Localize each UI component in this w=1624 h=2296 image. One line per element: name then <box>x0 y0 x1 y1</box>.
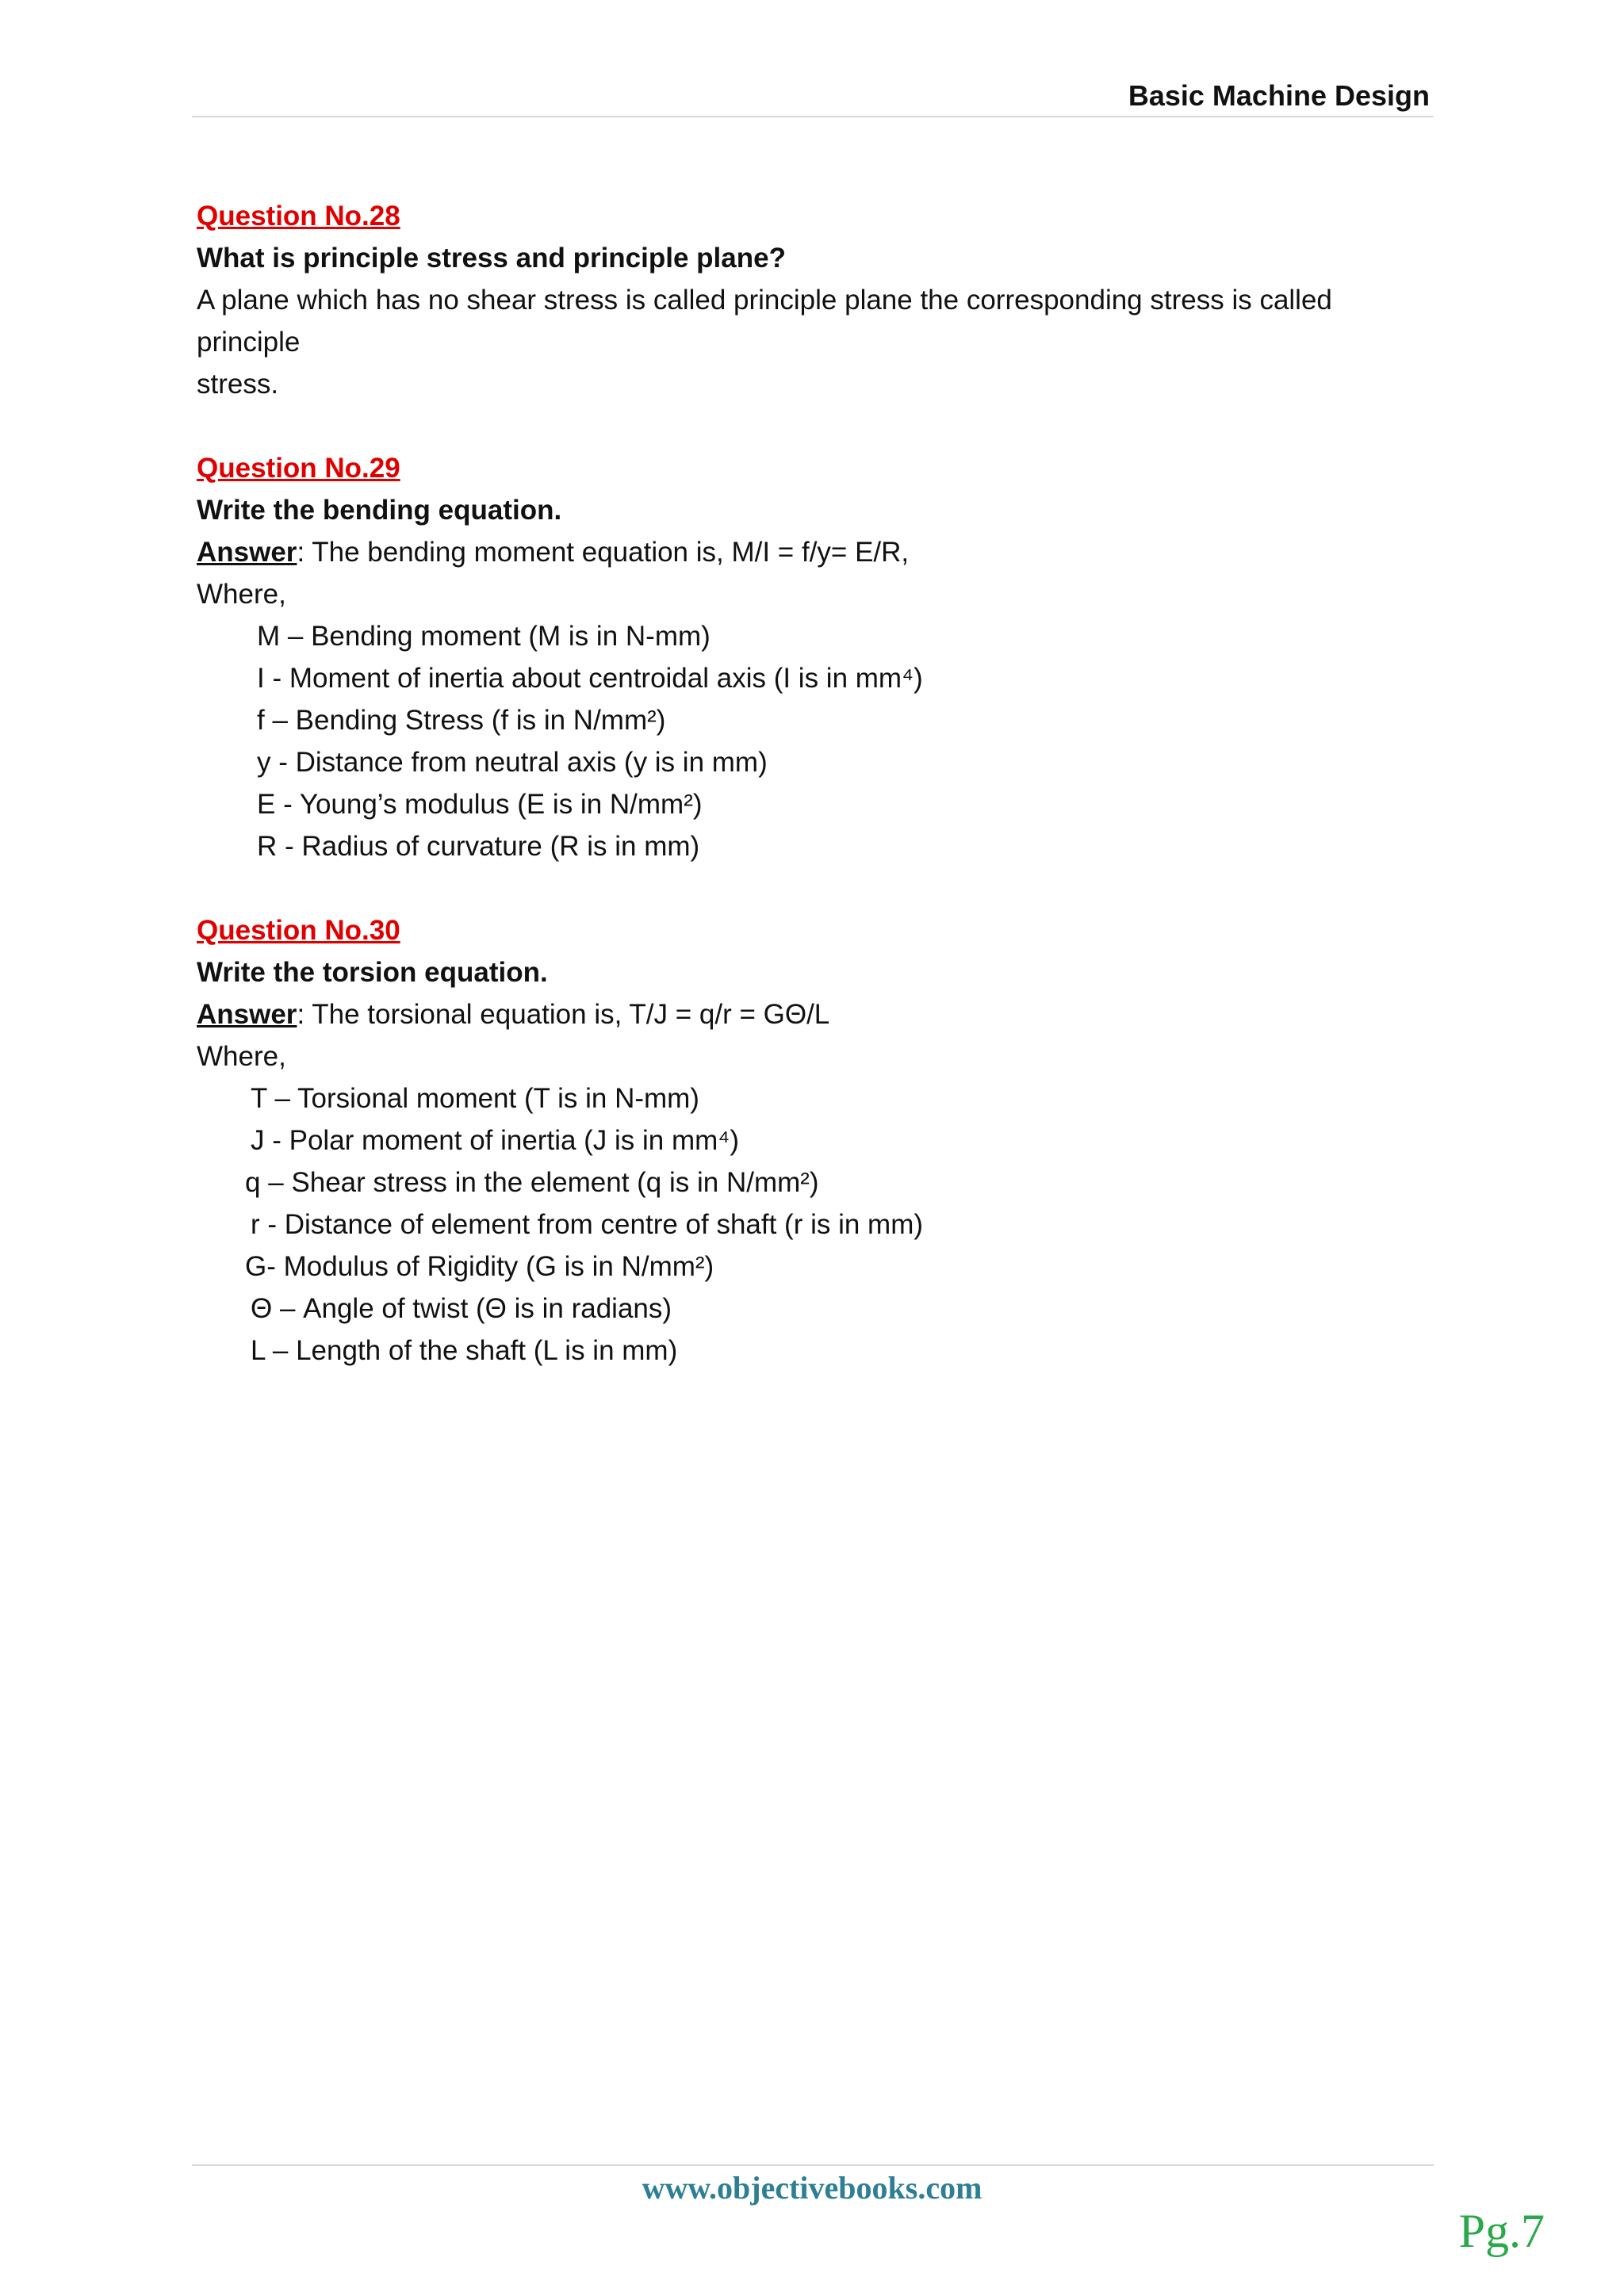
spacer <box>197 867 1442 909</box>
footer-website-link[interactable]: www.objectivebooks.com <box>642 2170 982 2206</box>
question-29-answer <box>197 531 1442 573</box>
answer-label: Answer <box>197 999 297 1030</box>
list-item: Θ – Angle of twist (Θ is in radians) <box>251 1293 672 1324</box>
answer-text: : The torsional equation is, T/J = q/r = GΘ/L <box>297 999 830 1030</box>
question-29-text: Write the bending equation. <box>197 495 562 526</box>
answer-label: Answer <box>197 537 297 568</box>
question-30-label: Question No.30 <box>197 915 400 946</box>
list-item: T – Torsional moment (T is in N-mm) <box>251 1083 699 1114</box>
question-28-answer-line-1: A plane which has no shear stress is called principle plane the corresponding stress is called principle <box>197 285 1332 358</box>
list-item: q – Shear stress in the element (q is in N/mm²) <box>245 1167 819 1198</box>
where-label: Where, <box>197 1041 286 1072</box>
question-30-text: Write the torsion equation. <box>197 957 548 988</box>
list-item: E - Young’s modulus (E is in N/mm²) <box>257 789 703 820</box>
list-item: r - Distance of element from centre of shaft (r is in mm) <box>251 1209 924 1240</box>
list-item: R - Radius of curvature (R is in mm) <box>257 831 700 862</box>
answer-text: : The bending moment equation is, M/I = f/y= E/R, <box>297 537 910 568</box>
list-item: L – Length of the shaft (L is in mm) <box>251 1335 678 1366</box>
header-divider <box>192 116 1434 117</box>
list-item: M – Bending moment (M is in N-mm) <box>257 621 710 652</box>
question-28-answer-line-2: stress. <box>197 369 279 400</box>
list-item: I - Moment of inertia about centroidal axis (I is in mm⁴) <box>257 663 923 694</box>
question-29-label: Question No.29 <box>197 453 400 484</box>
list-item: G- Modulus of Rigidity (G is in N/mm²) <box>245 1251 714 1282</box>
where-label: Where, <box>197 579 286 610</box>
page-content <box>197 195 1442 1372</box>
list-item: f – Bending Stress (f is in N/mm²) <box>257 705 666 736</box>
question-28-text: What is principle stress and principle plane? <box>197 243 786 274</box>
footer-divider <box>192 2164 1434 2166</box>
list-item: J - Polar moment of inertia (J is in mm⁴) <box>251 1125 740 1156</box>
question-28-label: Question No.28 <box>197 201 400 232</box>
page-number: Pg.7 <box>1458 2205 1545 2257</box>
spacer <box>197 405 1442 447</box>
list-item: y - Distance from neutral axis (y is in mm) <box>257 747 768 778</box>
header-title: Basic Machine Design <box>1128 79 1430 112</box>
question-30-answer <box>197 993 1442 1035</box>
